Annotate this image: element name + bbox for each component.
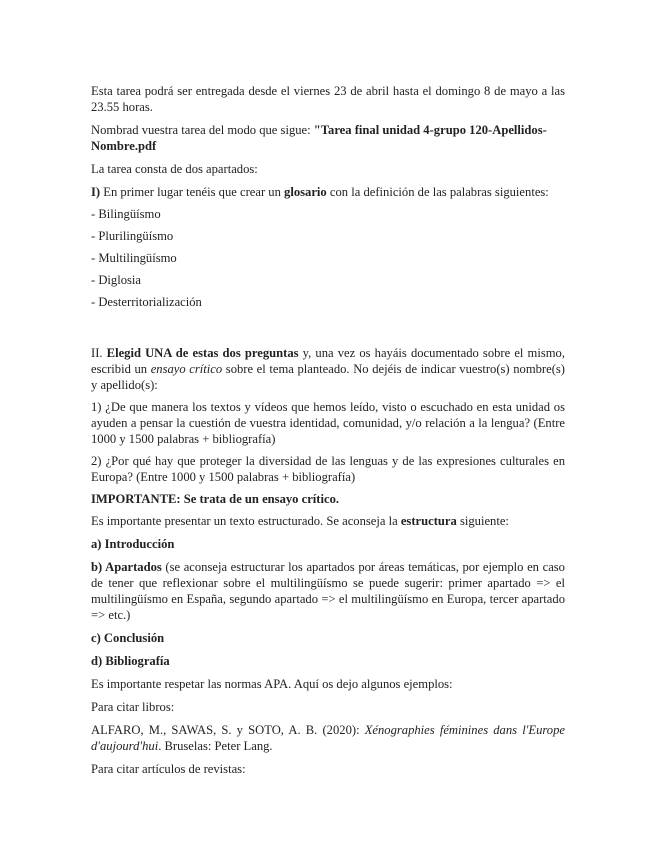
structure-paragraph [91,513,565,529]
term-item: - Multilingüísmo [91,251,177,265]
ensayo-critico-italic: ensayo crítico [150,362,223,376]
part1-text-before: En primer lugar tenéis que crear un [100,185,285,199]
term-item: - Diglosia [91,273,142,287]
part2-text2: sobre el tema planteado. No dejéis de indicar vuestro(s) nombre(s) y apellido(s): [91,362,566,392]
term-item: - Desterritorialización [91,295,202,309]
section-b-label: b) Apartados [91,560,162,574]
glosario-keyword: glosario [284,185,327,199]
naming-prefix: Nombrad vuestra tarea del modo que sigue: [91,123,314,137]
term-item: - Plurilingüísmo [91,229,174,243]
books-label: Para citar libros: [91,700,175,714]
section-b [91,559,565,623]
apa-note: Es importante respetar las normas APA. Aquí os dejo algunos ejemplos: [91,677,453,691]
question-2: 2) ¿Por qué hay que proteger la diversidad de las lenguas y de las expresiones culturales en Europa? (Entre 1000 y 1500 palabras + bibliografía) [91,454,565,484]
section-c [91,630,565,646]
section-a-label: a) Introducción [91,537,175,551]
part1-numeral: I) [91,185,101,199]
part1-text-after: con la definición de las palabras siguientes: [326,185,549,199]
section-b-text: (se aconseja estructurar los apartados por áreas temáticas, por ejemplo en caso de tener que reflexionar sobre el multilingüísmo se puede sugerir: primer apartado => el multilingüísmo en España, segundo apartado => el multilingüísmo en Europa, tercer apartado => etc.) [91,560,565,622]
book-title: Xénographies féminines dans l'Europe d'aujourd'hui [91,723,565,753]
important-note [91,491,565,507]
structure-before: Es importante presentar un texto estructurado. Se aconseja la [91,514,401,528]
parts-paragraph: La tarea consta de dos apartados: [91,162,258,176]
naming-paragraph [91,122,565,154]
important-text: IMPORTANTE: Se trata de un ensayo crítico. [91,492,340,506]
articles-label: Para citar artículos de revistas: [91,762,246,776]
section-a [91,536,565,552]
part2-paragraph [91,345,565,393]
term-item: - Bilingüísmo [91,207,161,221]
part2-bold-instruction: Elegid UNA de estas dos preguntas [106,346,299,360]
section-c-label: c) Conclusión [91,631,165,645]
section-d [91,653,565,669]
structure-after: siguiente: [456,514,509,528]
question-1: 1) ¿De que manera los textos y vídeos que hemos leído, visto o escuchado en esta unidad os ayuden a pensar la cuestión de vuestra identidad, comunidad, y/o relación a la lengua? (Entre 1000 y 1500 palabras + bibliografía) [91,400,565,446]
part2-numeral: II. [91,346,107,360]
part1-paragraph [91,184,565,200]
book-authors: ALFARO, M., SAWAS, S. y SOTO, A. B. (2020): [91,723,365,737]
book-reference [91,722,565,754]
naming-filename: "Tarea final unidad 4-grupo 120-Apellidos-Nombre.pdf [91,123,547,153]
delivery-paragraph: Esta tarea podrá ser entregada desde el viernes 23 de abril hasta el domingo 8 de mayo a las 23.55 horas. [91,84,565,114]
structure-keyword: estructura [400,514,457,528]
section-d-label: d) Bibliografía [91,654,170,668]
part2-text1: y, una vez os hayáis documentado sobre el mismo, escribid un [91,346,565,376]
book-publisher: . Bruselas: Peter Lang. [158,739,273,753]
